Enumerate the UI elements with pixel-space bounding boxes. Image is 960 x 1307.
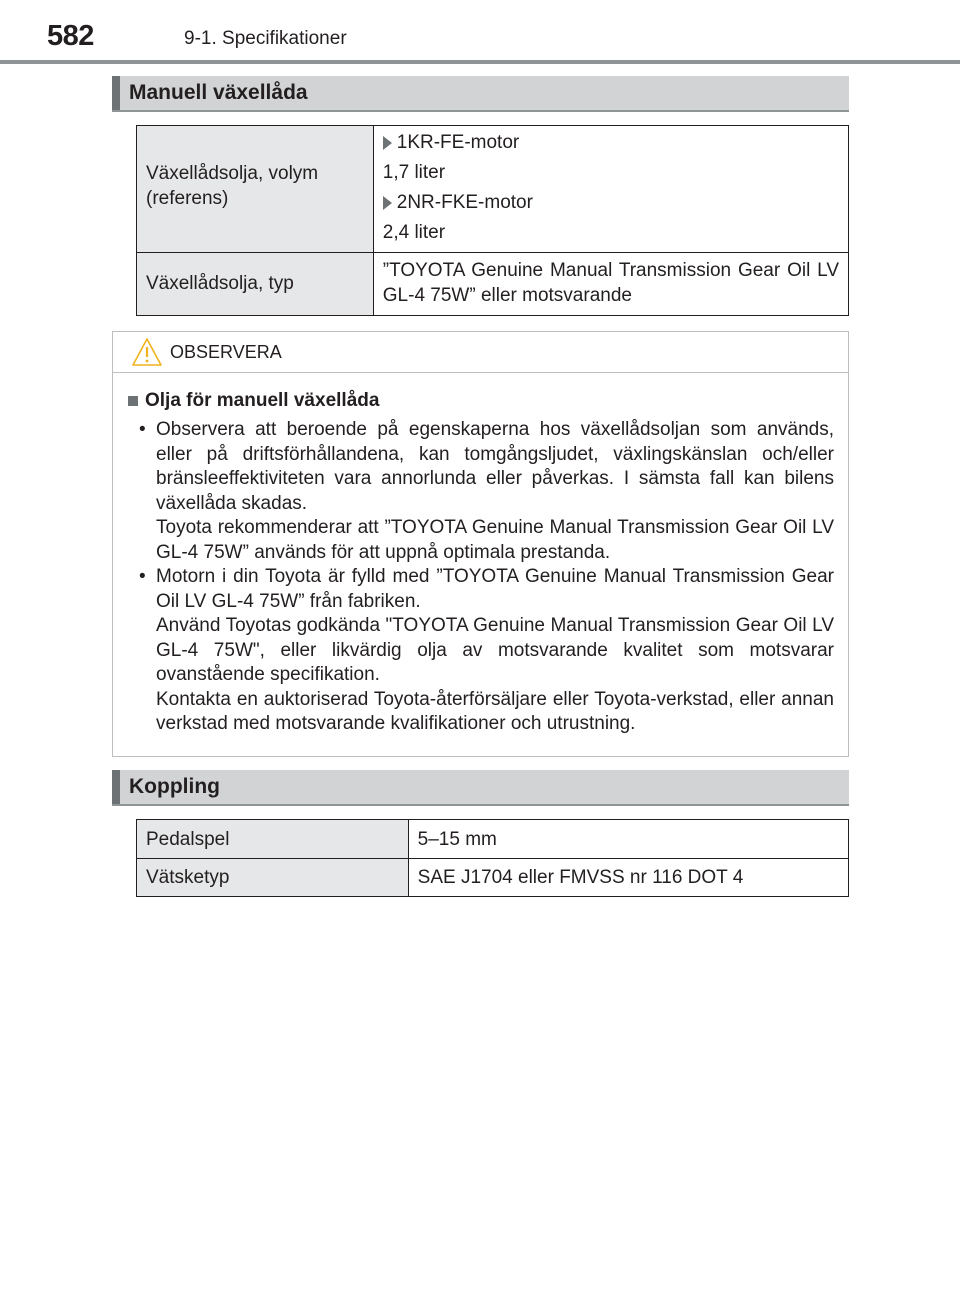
- clutch-spec-table: [136, 819, 849, 897]
- warning-triangle-icon: [131, 337, 163, 367]
- notice-title: OBSERVERA: [170, 342, 282, 362]
- spec-value: 5–15 mm: [417, 828, 497, 850]
- spec-label: Växellådsolja, typ: [146, 273, 294, 294]
- spec-label: Pedalspel: [146, 828, 230, 850]
- notice-paragraph: Toyota rekommenderar att ”TOYOTA Genuine Manual Transmission Gear Oil LV GL-4 75W” används för att uppnå optimala prestanda.: [156, 517, 834, 563]
- engine-name: 1KR-FE-motor: [396, 132, 520, 153]
- spec-label-cell: [137, 859, 409, 897]
- volume-entries: [374, 126, 848, 252]
- square-bullet-icon: [128, 396, 138, 406]
- spec-value-cell: [408, 820, 848, 859]
- section-heading-manual-transmission: [112, 76, 849, 112]
- triangle-bullet-icon: [383, 136, 392, 150]
- chapter-title: 9-1. Specifikationer: [184, 28, 347, 49]
- spec-value-cell: [373, 126, 848, 253]
- list-item: [128, 418, 834, 565]
- volume-value: 1,7 liter: [382, 162, 446, 183]
- table-row: [137, 253, 849, 316]
- spec-label: Vätsketyp: [146, 867, 230, 888]
- bullet-dot-icon: •: [139, 566, 146, 587]
- notice-list: [128, 418, 834, 737]
- list-item: [128, 565, 834, 737]
- spec-value-cell: [373, 253, 848, 316]
- section-accent: [112, 76, 120, 110]
- engine-name: 2NR-FKE-motor: [396, 192, 533, 213]
- manual-transmission-spec-table: [136, 125, 849, 316]
- section-title: Koppling: [129, 775, 220, 798]
- header-divider: [0, 60, 960, 64]
- triangle-bullet-icon: [383, 196, 392, 210]
- engine-line: [383, 188, 839, 218]
- page-number: 582: [47, 20, 94, 52]
- engine-line: [383, 128, 839, 158]
- table-row: [137, 126, 849, 253]
- spec-label-cell: [137, 253, 374, 316]
- spec-label-cell: [137, 126, 374, 253]
- notice-subtitle-text: Olja för manuell växellåda: [145, 390, 380, 411]
- notice-subtitle: [128, 390, 379, 412]
- section-title: Manuell växellåda: [129, 81, 308, 104]
- volume-value: 2,4 liter: [382, 222, 446, 243]
- notice-paragraph: Observera att beroende på egenskaperna hos växellådsoljan som används, eller på driftsförhållandena, kan tomgångsljudet, växlingskänslan och/eller bränsleeffektiviteten vara annorlunda eller påverkas. I sämsta fall kan bilens växellåda skadas.: [156, 419, 834, 514]
- spec-value: ”TOYOTA Genuine Manual Transmission Gear Oil LV GL-4 75W” eller motsvarande: [382, 260, 839, 306]
- spec-value: SAE J1704 eller FMVSS nr 116 DOT 4: [417, 867, 744, 888]
- table-row: [137, 859, 849, 897]
- bullet-dot-icon: •: [139, 419, 146, 440]
- spec-value-cell: [408, 859, 848, 897]
- section-heading-clutch: [112, 770, 849, 806]
- notice-paragraph: Motorn i din Toyota är fylld med ”TOYOTA Genuine Manual Transmission Gear Oil LV GL-4 75W” från fabriken.: [156, 566, 834, 612]
- table-row: [137, 820, 849, 859]
- spec-label: Växellådsolja, volym (referens): [146, 163, 319, 209]
- notice-box: [112, 331, 849, 757]
- page-header: [0, 0, 960, 62]
- notice-paragraph: Kontakta en auktoriserad Toyota-återförsäljare eller Toyota-verkstad, eller annan verkstad med motsvarande kvalifikationer och utrustning.: [156, 688, 834, 734]
- spec-label-cell: [137, 820, 409, 859]
- section-accent: [112, 770, 120, 804]
- notice-paragraph: Använd Toyotas godkända "TOYOTA Genuine Manual Transmission Gear Oil LV GL-4 75W", eller likvärdig olja av motsvarande kvalitet som motsvarar ovanstående specifikation.: [156, 615, 834, 685]
- notice-header: [113, 332, 848, 373]
